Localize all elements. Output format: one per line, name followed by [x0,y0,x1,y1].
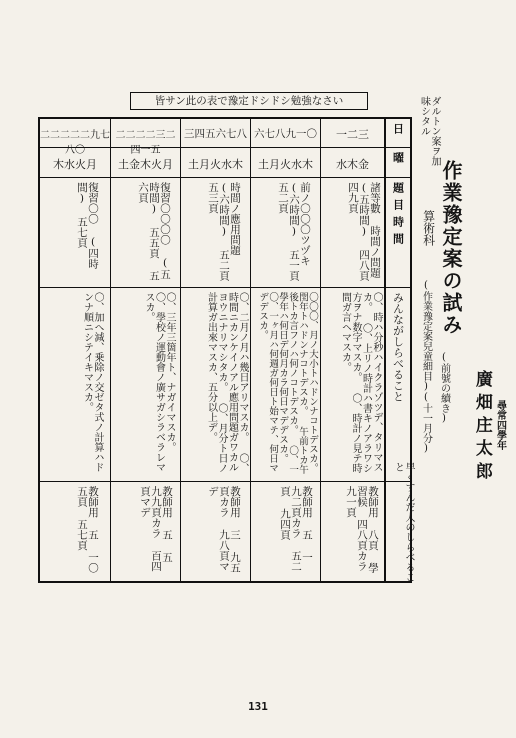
heading-annotation-block [418,96,439,166]
col5-day-cell [40,119,110,156]
col1-weekday: 水木金 [336,158,369,171]
school-block [494,400,505,480]
title-block [440,160,461,350]
row-label-everyone-cell [386,288,410,481]
col2-topic-cell [251,178,320,287]
col4-weekday: 土金木火月 [118,158,173,171]
col5-everyone-cell [40,288,110,481]
col4-day: 二二二二三二四一五 [115,130,176,156]
col3-everyone-cell [181,288,250,481]
row-label-weekday-cell [386,148,410,177]
col4-topic: 復習〇〇〇〇 (五時間) 五五頁 五六頁 [136,182,171,281]
col3-topic-cell [181,178,250,287]
col1-topic-cell [321,178,384,287]
row-label-advanced-cell [386,462,414,582]
col5-topic: 復習〇〇 (四時間) 五七頁 [75,182,99,269]
col1-advanced-cell [321,482,384,582]
col2-day: 六七八九一〇 [254,128,317,140]
col3-day: 三四五六七八 [184,128,247,140]
row-label-advanced: 早くすんだ人のしらべること [392,462,414,582]
col4-topic-cell [111,178,180,287]
col5-weekday: 木水火月 [53,158,97,171]
col1-topic: 諸等數 時間ノ問題 (五時間) 四八頁 四九頁 [346,182,381,281]
author-block [472,370,490,540]
subject-label: 算術科 [421,210,436,246]
col4-day-cell [111,119,180,156]
col5-weekday-cell [40,148,110,177]
author-name: 廣畑庄太郎 [471,370,492,485]
row-label-weekday: 曜 [391,152,405,163]
col3-weekday: 土月火水木 [188,158,243,171]
page-number: 131 [248,700,268,713]
col5-everyone: 〇、加へ減、乗除ノ交ゼタ式ノ計算ハドンナ順ニシテイキマスカ。 [81,292,103,472]
row-label-topic: 題目時間 [391,182,405,250]
detail-block [420,280,431,470]
heading-annotation: ダルトン案ヲ加味シタル [418,96,440,166]
col3-advanced: 教師用 三 九五頁カラ 九八頁マデ [206,486,241,573]
col5-topic-cell [40,178,110,287]
col5-day: 二二二二二九七八〇 [40,130,110,156]
col3-weekday-cell [181,148,250,177]
col4-advanced-cell [111,482,180,582]
col1-day: 一二三 [336,128,369,141]
col1-advanced: 教師用 八頁 學習候 四八頁カラ 九一頁 [344,486,379,573]
col3-topic: 時間ノ應用問題 (六時間) 五二頁 五三頁 [206,182,241,281]
col1-day-cell [321,119,384,147]
school-grade: 尋常四學年 [494,400,506,450]
col2-advanced-cell [251,482,320,582]
col2-weekday-cell [251,148,320,177]
col2-everyone: 〇〇〇、月ノ大小トハドンナコトデスカ。 閏年トハドンナコトデスカ。 午前トカ午後トカ言フノハ何ノコトデスカ。 〇、一學年ハ何日デ何月カラ何日マデデスカ。 〇、一ヶ月ハ何週ガ何日ト始マテ、何日マデデスカ。 [257,292,318,474]
col3-advanced-cell [181,482,250,582]
col4-everyone: 〇、三年三箇年ト、ナガイマスカ。 〇、學校ノ運動會ノ廣サガシラベラレマスカ。 [143,292,175,472]
row-label-topic-cell [386,178,410,287]
title-main: 作業豫定案の試み [439,160,463,336]
col4-everyone-cell [111,288,180,481]
col5-advanced: 教師用 五 一〇五頁 五七頁 [75,486,99,573]
notice-box: 皆サン此の表で豫定ドシドシ勉強なさい [130,92,368,110]
detail-label: (作業豫定案兒童細目)(十一月分) [420,280,432,454]
schedule-table [38,117,412,583]
col3-day-cell [181,119,250,147]
col2-advanced: 教師用 五 一 九二頁カラ 五二頁 九四頁 [278,486,313,572]
row-label-everyone: みんながしらべること [391,292,405,402]
col4-weekday-cell [111,148,180,177]
col4-advanced: 教師用 五 五 九九頁カラ 百四頁マデ [138,486,173,572]
col1-weekday-cell [321,148,384,177]
subtitle-paren: (前號の續き) [438,352,450,424]
col1-everyone: 〇、時ハ分秒ハイクラゾツデ、タリマスカ。 〇、上リノ時計ハ書キノアラワシ方ヲナ数字マスカ。 〇、時計ノ見テ時間ガ言ヘマスカ。 [339,292,382,473]
subject-block [422,210,435,270]
subtitle-block [438,352,449,432]
row-label-day-cell [386,119,410,147]
row-label-day: 日 [391,123,405,134]
col1-everyone-cell [321,288,384,481]
col2-weekday: 土月火水木 [258,158,313,171]
col3-everyone: 〇、二月ノ月ハ幾日アリマスカ。 〇、時間ニカンケイノアル應用問題ガワカルヨウニナリマシタカ。 〇、月分ト日ノ計算ガ出來マスカ、五分以上デ。 [205,292,248,473]
col2-topic: 前ノ〇〇〇ツヅキ (六時間) 五一頁 五二頁 [276,182,311,281]
col2-day-cell [251,119,320,147]
col5-advanced-cell [40,482,110,582]
col2-everyone-cell [251,288,320,481]
